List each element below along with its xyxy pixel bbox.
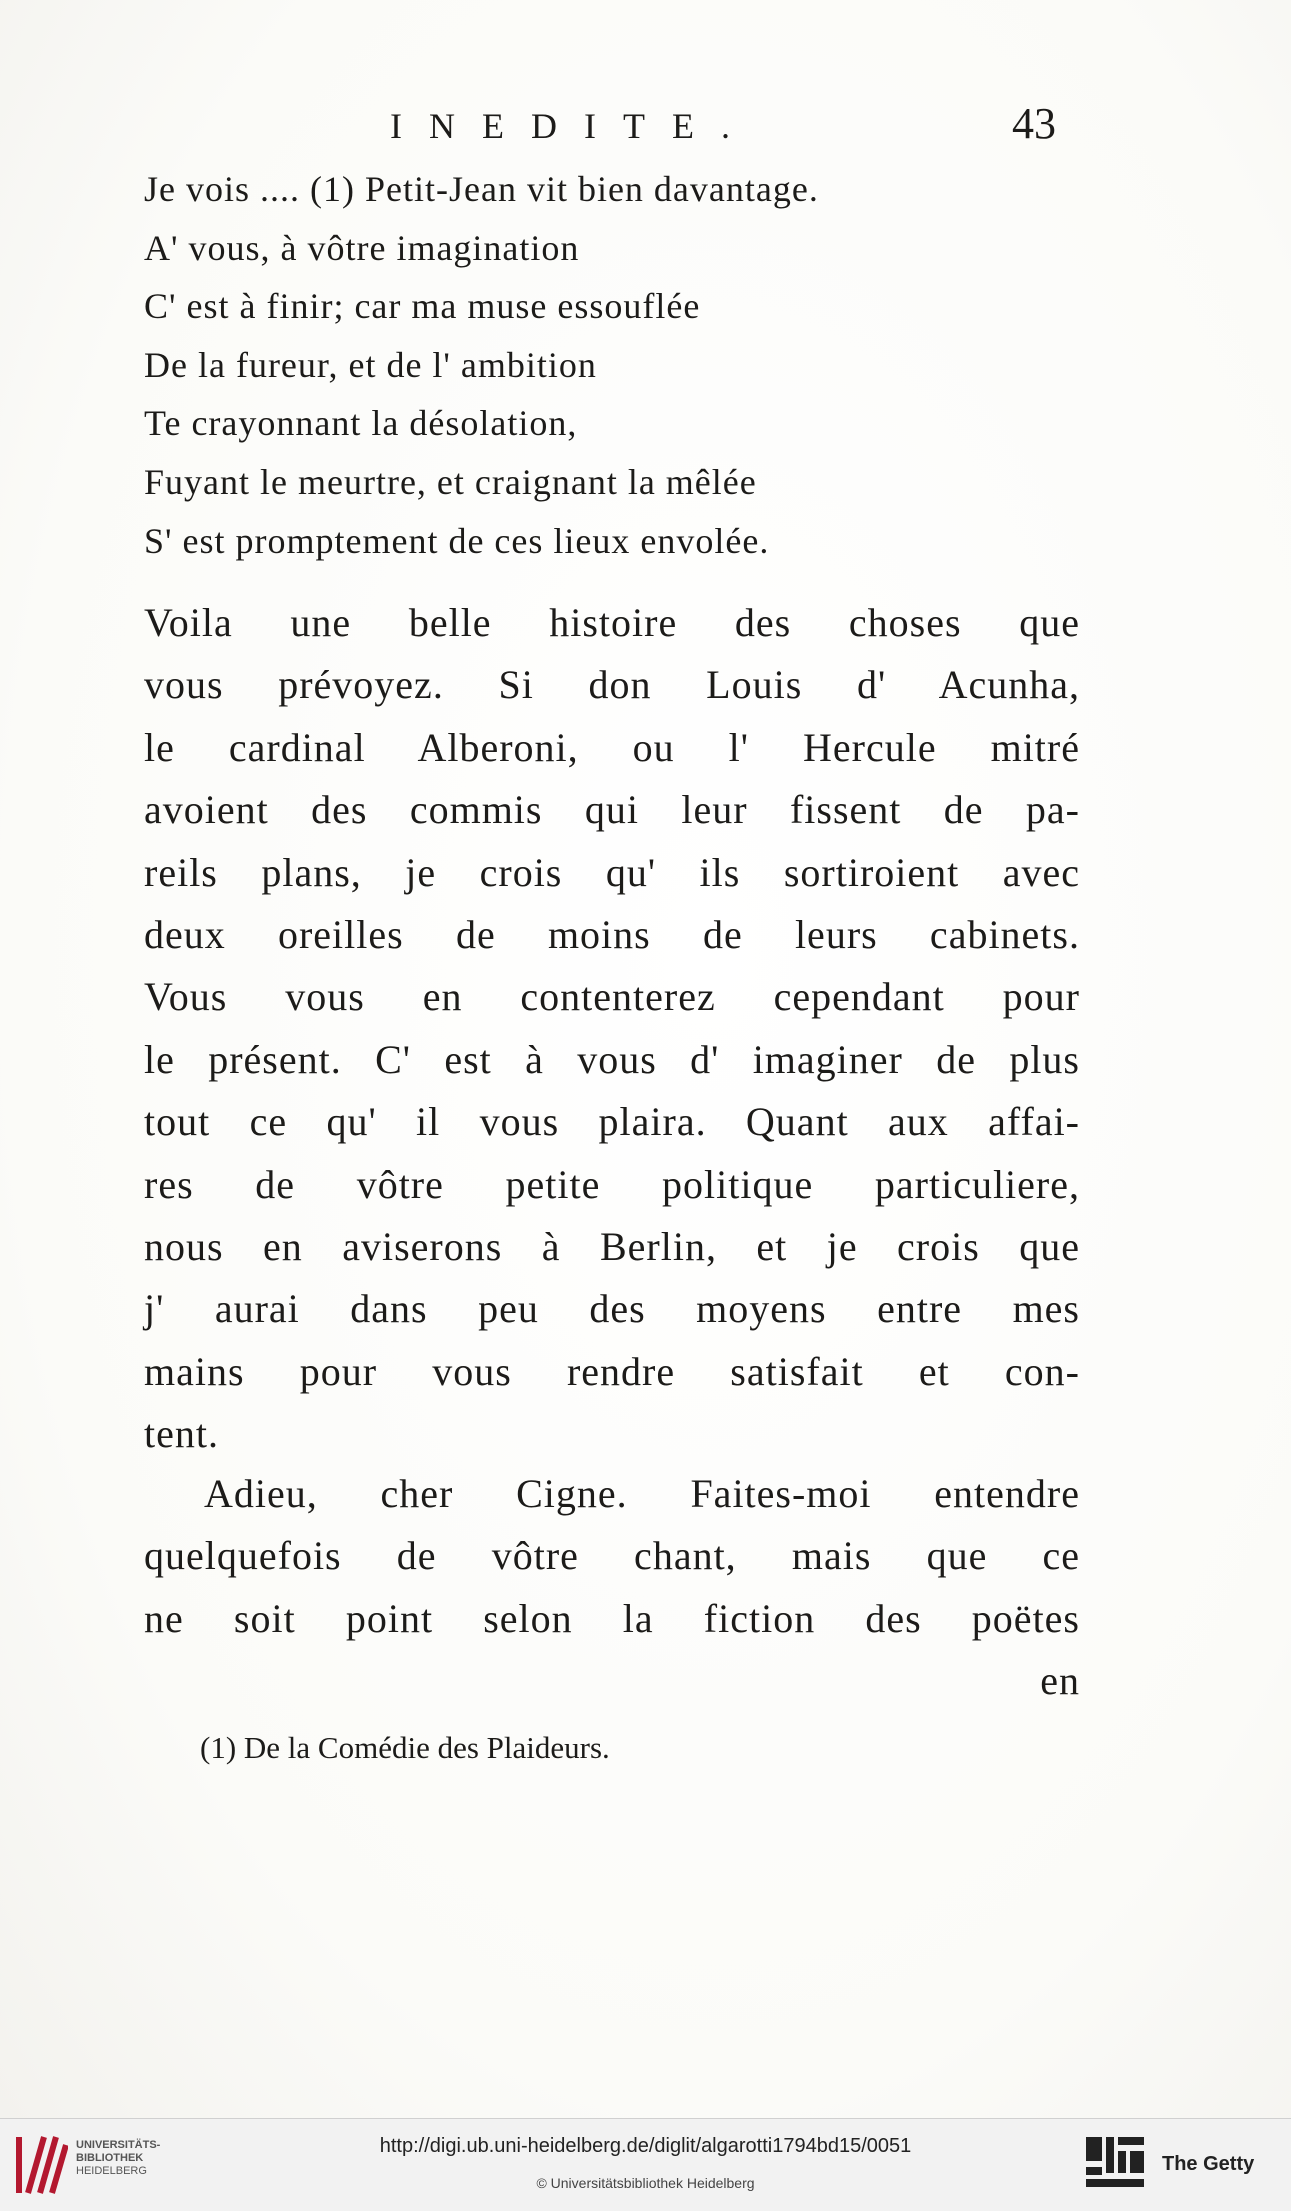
verse-line: Te crayonnant la désolation, [144, 403, 578, 444]
verse-line: S' est promptement de ces lieux envolée. [144, 520, 770, 561]
prose-line: avoient des commis qui leur fissent de pa- [144, 787, 1080, 833]
prose-line: Adieu, cher Cigne. Faites-moi entendre [204, 1471, 1080, 1516]
catchword: en [1040, 1658, 1080, 1704]
prose-line: nous en aviserons à Berlin, et je crois que [144, 1223, 1080, 1269]
prose-line: tout ce qu' il vous plaira. Quant aux affai- [144, 1099, 1080, 1145]
prose-line: ne soit point selon la fiction des poëtes [144, 1595, 1080, 1641]
paragraph-histoire [144, 592, 1080, 1465]
permalink-url[interactable]: http://digi.ub.uni-heidelberg.de/diglit/algarotti1794bd15/0051 [379, 2135, 912, 2157]
copyright-notice: © Universitätsbibliothek Heidelberg [536, 2175, 755, 2191]
verse-line: C' est à finir; car ma muse essouflée [144, 286, 701, 327]
library-name-line: UNIVERSITÄTS- [76, 2139, 161, 2151]
verse-line: De la fureur, et de l' ambition [144, 344, 597, 385]
prose-line: reils plans, je crois qu' ils sortiroient avec [144, 849, 1080, 895]
prose-line: tent. [144, 1411, 219, 1457]
getty-block [1086, 2179, 1144, 2187]
library-name-line: BIBLIOTHEK [76, 2152, 144, 2164]
prose-line: j' aurai dans peu des moyens entre mes [144, 1286, 1080, 1332]
prose-line: vous prévoyez. Si don Louis d' Acunha, [144, 662, 1080, 708]
running-title: INEDITE. [390, 106, 757, 146]
prose-line: Vous vous en contenterez cependant pour [144, 974, 1080, 1020]
prose-line: Voila une belle histoire des choses que [144, 600, 1080, 645]
page-number: 43 [1012, 99, 1056, 148]
getty-block [1106, 2137, 1114, 2173]
getty-label: The Getty [1162, 2153, 1255, 2175]
running-head [0, 96, 1291, 156]
verse-line: Fuyant le meurtre, et craignant la mêlée [144, 461, 757, 502]
library-name-line: HEIDELBERG [76, 2165, 147, 2177]
getty-block [1130, 2151, 1144, 2173]
getty-logo-icon[interactable] [1086, 2137, 1144, 2197]
verse-block [144, 160, 819, 570]
prose-line: deux oreilles de moins de leurs cabinets. [144, 911, 1080, 957]
prose-line: quelquefois de vôtre chant, mais que ce [144, 1533, 1080, 1579]
getty-block [1118, 2151, 1126, 2173]
prose-line: res de vôtre petite politique particuliere, [144, 1161, 1080, 1207]
getty-block [1086, 2167, 1102, 2175]
prose-line: mains pour vous rendre satisfait et con- [144, 1348, 1080, 1394]
paragraph-adieu [144, 1463, 1080, 1713]
getty-block [1086, 2137, 1102, 2161]
prose-line: le présent. C' est à vous d' imaginer de plus [144, 1036, 1080, 1082]
prose-line: le cardinal Alberoni, ou l' Hercule mitré [144, 724, 1080, 770]
viewer-footer [0, 2118, 1291, 2211]
getty-block [1118, 2137, 1144, 2145]
footnote: (1) De la Comédie des Plaideurs. [200, 1730, 610, 1765]
verse-line: A' vous, à vôtre imagination [144, 227, 580, 268]
verse-line: Je vois .... (1) Petit-Jean vit bien davantage. [144, 169, 819, 209]
